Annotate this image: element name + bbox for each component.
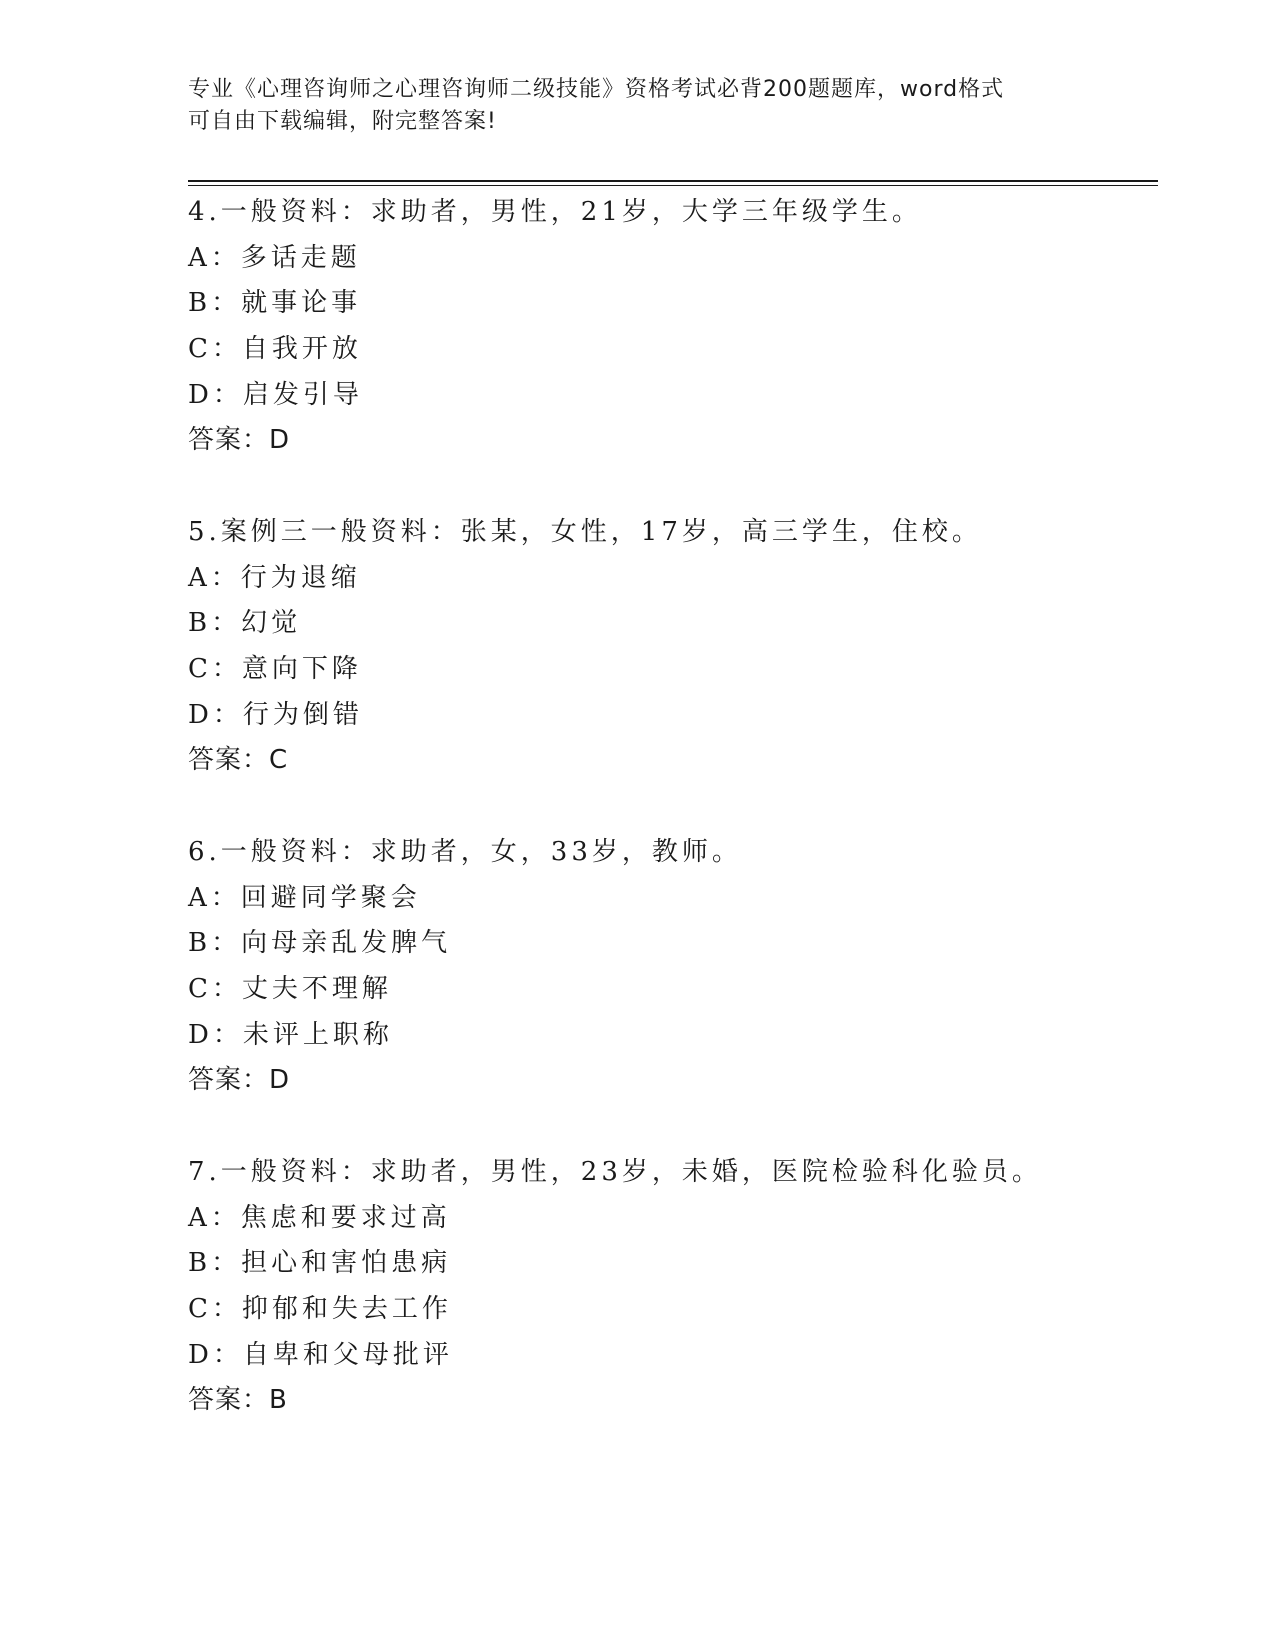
question-stem: 7.一般资料：求助者，男性，23岁，未婚，医院检验科化验员。 xyxy=(188,1157,1042,1187)
option-a: A：焦虑和要求过高 xyxy=(188,1202,451,1233)
question-7 xyxy=(188,1150,1148,1470)
question-stem: 4.一般资料：求助者，男性，21岁，大学三年级学生。 xyxy=(188,197,922,227)
option-b: B：幻觉 xyxy=(188,608,302,639)
question-stem: 6.一般资料：求助者，女，33岁，教师。 xyxy=(188,837,742,867)
answer-line: 答案：C xyxy=(188,745,289,776)
option-c: C：抑郁和失去工作 xyxy=(188,1294,452,1325)
header-line-2: 可自由下载编辑，附完整答案! xyxy=(188,109,497,134)
header-line-1: 专业《心理咨询师之心理咨询师二级技能》资格考试必背200题题库，word格式 xyxy=(188,77,1005,102)
option-b: B：担心和害怕患病 xyxy=(188,1248,452,1279)
option-d: D：启发引导 xyxy=(188,379,363,410)
answer-line: 答案：B xyxy=(188,1385,288,1416)
option-d: D：未评上职称 xyxy=(188,1019,393,1050)
document-header xyxy=(188,74,1068,138)
option-b: B：向母亲乱发脾气 xyxy=(188,928,452,959)
option-a: A：回避同学聚会 xyxy=(188,882,421,913)
option-c: C：意向下降 xyxy=(188,654,362,685)
header-divider-thin xyxy=(188,185,1158,186)
question-5 xyxy=(188,510,1148,830)
answer-line: 答案：D xyxy=(188,1065,291,1096)
option-c: C：丈夫不理解 xyxy=(188,974,392,1005)
answer-line: 答案：D xyxy=(188,425,291,456)
question-list xyxy=(188,190,1148,1470)
question-stem: 5.案例三一般资料：张某，女性，17岁，高三学生，住校。 xyxy=(188,517,982,547)
question-6 xyxy=(188,830,1148,1150)
option-c: C：自我开放 xyxy=(188,334,362,365)
option-d: D：自卑和父母批评 xyxy=(188,1339,453,1370)
option-a: A：行为退缩 xyxy=(188,562,361,593)
option-d: D：行为倒错 xyxy=(188,699,363,730)
question-4 xyxy=(188,190,1148,510)
option-a: A：多话走题 xyxy=(188,242,361,273)
option-b: B：就事论事 xyxy=(188,288,362,319)
header-divider-thick xyxy=(188,180,1158,182)
